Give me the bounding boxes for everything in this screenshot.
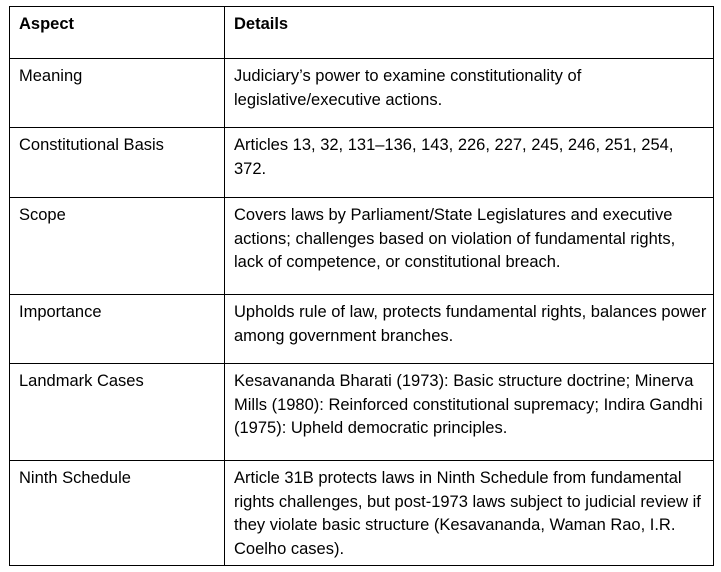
table-header-row <box>10 7 714 59</box>
row-aspect: Ninth Schedule <box>10 461 225 566</box>
table-row <box>10 295 714 364</box>
judicial-review-table <box>9 6 714 566</box>
row-details: Kesavananda Bharati (1973): Basic structure doctrine; Minerva Mills (1980): Reinforced constitutional supremacy; Indira Gandhi (1975): Upheld democratic principles. <box>225 364 714 461</box>
row-aspect: Constitutional Basis <box>10 128 225 198</box>
table-row <box>10 461 714 566</box>
row-details: Judiciary’s power to examine constitutionality of legislative/executive actions. <box>225 59 714 128</box>
row-aspect: Importance <box>10 295 225 364</box>
table-row <box>10 198 714 295</box>
header-details: Details <box>225 7 714 59</box>
header-aspect: Aspect <box>10 7 225 59</box>
table-row <box>10 364 714 461</box>
row-aspect: Meaning <box>10 59 225 128</box>
table-row <box>10 128 714 198</box>
row-aspect: Scope <box>10 198 225 295</box>
row-details: Covers laws by Parliament/State Legislatures and executive actions; challenges based on violation of fundamental rights, lack of competence, or constitutional breach. <box>225 198 714 295</box>
row-aspect: Landmark Cases <box>10 364 225 461</box>
row-details: Article 31B protects laws in Ninth Schedule from fundamental rights challenges, but post-1973 laws subject to judicial review if they violate basic structure (Kesavananda, Waman Rao, I.R. Coelho cases). <box>225 461 714 566</box>
row-details: Articles 13, 32, 131–136, 143, 226, 227, 245, 246, 251, 254, 372. <box>225 128 714 198</box>
row-details: Upholds rule of law, protects fundamental rights, balances power among government branches. <box>225 295 714 364</box>
table-row <box>10 59 714 128</box>
